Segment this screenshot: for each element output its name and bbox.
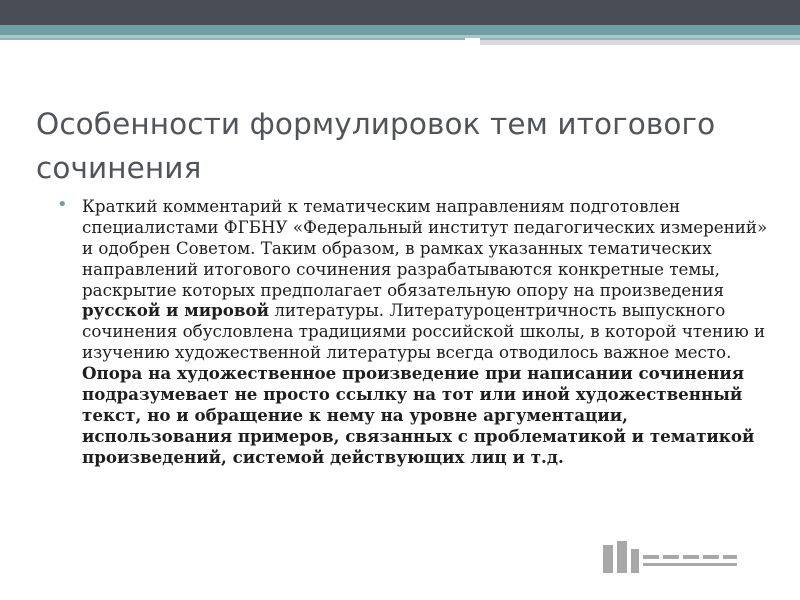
top-dark-bar (0, 0, 800, 25)
top-notch-bar (480, 40, 800, 45)
top-teal-bar (0, 25, 800, 35)
body-paragraph (82, 196, 769, 467)
top-notch-gap (465, 38, 480, 45)
paragraph-bold-2: Опора на художественное произведение при написании сочинения подразумевает не просто ссылку на тот или иной художественный текст, но и обращение к нему на уровне аргументации, использования примеров, связанных с проблематикой и тематикой произведений, системой действующих лиц и т.д. (82, 363, 755, 467)
paragraph-bold-1: русской и мировой (82, 300, 270, 321)
paragraph-text-2: литературы. Литературоцентричность выпускного сочинения обусловлена традициями российской школы, в которой чтению и изучению художественной литературы всегда отводилось важное место. (82, 300, 766, 363)
bullet-icon: • (57, 194, 68, 215)
paragraph-text-1: Краткий комментарий к тематическим направлениям подготовлен специалистами ФГБНУ «Федеральный институт педагогических измерений» и одобрен Советом. Таким образом, в рамках указанных тематических направлений итогового сочинения разрабатываются конкретные темы, раскрытие которых предполагает обязательную опору на произведения (82, 196, 768, 300)
slide-content (57, 196, 769, 467)
slide-title: Особенности формулировок тем итогового сочинения (36, 107, 716, 186)
watermark-logo-icon (601, 539, 741, 579)
